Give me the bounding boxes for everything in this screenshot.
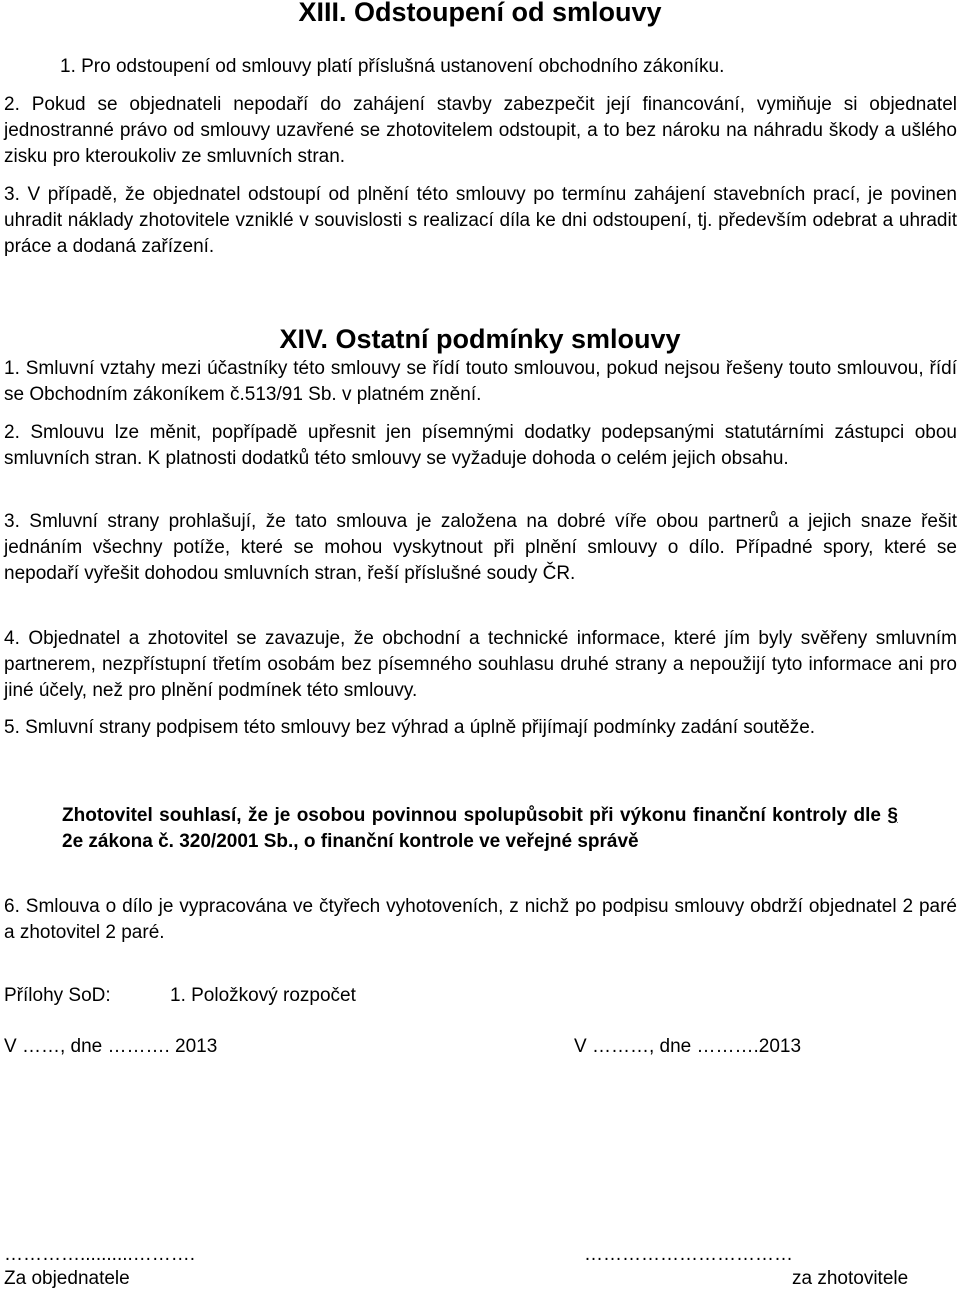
section-14-item-5: 5. Smluvní strany podpisem této smlouvy bez výhrad a úplně přijímají podmínky zadání soutěže.	[4, 717, 816, 738]
attachments-item: 1. Položkový rozpočet	[170, 985, 356, 1006]
section-14-title: XIV. Ostatní podmínky smlouvy	[279, 324, 681, 354]
section-14-item-1: 1. Smluvní vztahy mezi účastníky této smlouvy se řídí touto smlouvou, pokud nejsou řešeny touto smlouvou, řídí se Obchodním zákoníkem č.513/91 Sb. v platném znění.	[4, 358, 957, 405]
financial-control-statement	[62, 803, 898, 855]
signature-line-right: ……………………………	[584, 1244, 793, 1265]
section-14-item-6: 6. Smlouva o dílo je vypracována ve čtyřech vyhotoveních, z nichž po podpisu smlouvy obdrží objednatel 2 paré a zhotovitel 2 paré.	[4, 896, 957, 943]
attachments-label: Přílohy SoD:	[4, 985, 111, 1006]
section-13-item-3: 3. V případě, že objednatel odstoupí od plnění této smlouvy po termínu zahájení stavebních prací, je povinen uhradit náklady zhotovitele vzniklé v souvislosti s realizací díla ke dni odstoupení, tj. především odebrat a uhradit práce a dodaná zařízení.	[4, 184, 957, 257]
signature-line-left: …………..........……….	[4, 1244, 196, 1265]
section-14-item-2: 2. Smlouvu lze měnit, popřípadě upřesnit jen písemnými dodatky podepsanými statutárními zástupci obou smluvních stran. K platnosti dodatků této smlouvy se vyžaduje dohoda o celém jejich obsahu.	[4, 422, 957, 469]
place-date-left: V ……, dne ………. 2013	[4, 1036, 218, 1057]
section-14-item-4: 4. Objednatel a zhotovitel se zavazuje, že obchodní a technické informace, které jím byly svěřeny smluvním partnerem, nezpřístupní třetím osobám bez písemného souhlasu druhé strany a nepoužijí tyto informace ani pro jiné účely, než pro plnění podmínek této smlouvy.	[4, 628, 957, 701]
signature-label-client: Za objednatele	[4, 1268, 130, 1289]
section-13-title: XIII. Odstoupení od smlouvy	[298, 0, 662, 27]
section-sign: §	[887, 805, 898, 826]
signature-label-contractor: za zhotovitele	[792, 1268, 909, 1289]
financial-control-text-before: Zhotovitel souhlasí, že je osobou povinnou spolupůsobit při výkonu finanční kontroly dle	[62, 805, 888, 826]
financial-control-text-after: 2e zákona č. 320/2001 Sb., o finanční kontrole ve veřejné správě	[62, 831, 639, 852]
section-14-item-3: 3. Smluvní strany prohlašují, že tato smlouva je založena na dobré víře obou partnerů a jejich snaze řešit jednáním všechny potíže, které se mohou vyskytnout při plnění smlouvy o dílo. Případné spory, které se nepodaří vyřešit dohodou smluvních stran, řeší příslušné soudy ČR.	[4, 511, 957, 584]
section-13-item-1: 1. Pro odstoupení od smlouvy platí příslušná ustanovení obchodního zákoníku.	[60, 56, 725, 77]
place-date-right: V ………, dne ……….2013	[574, 1036, 802, 1057]
section-13-item-2: 2. Pokud se objednateli nepodaří do zahájení stavby zabezpečit její financování, vymiňuje si objednatel jednostranné právo od smlouvy uzavřené se zhotovitelem odstoupit, a to bez nároku na náhradu škody a ušlého zisku pro kteroukoliv ze smluvních stran.	[4, 94, 957, 167]
